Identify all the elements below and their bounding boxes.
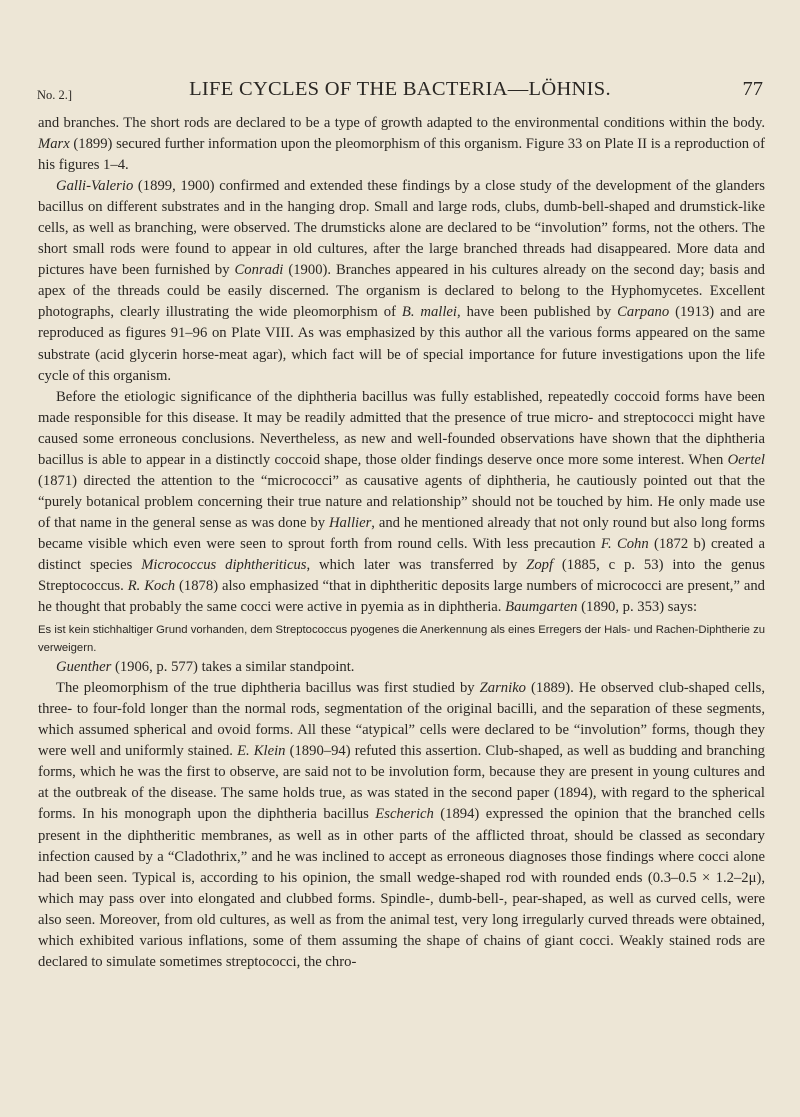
- text-run: The pleomorphism of the true diphtheria bacillus was first studied by: [56, 680, 480, 697]
- text-run: (1872 b) created a distinct species: [38, 535, 765, 573]
- italic-name: E. Klein: [237, 743, 286, 760]
- paragraph: [38, 176, 765, 386]
- italic-name: Marx: [38, 136, 70, 153]
- italic-name: Carpano: [617, 304, 670, 321]
- text-run: and branches. The short rods are declared to be a type of growth adapted to the environmental conditions within the body.: [38, 115, 765, 131]
- italic-name: Guenther: [56, 659, 112, 676]
- block-quote: [38, 621, 765, 657]
- text-run: (1889). He observed club-shaped cells, three- to four-fold longer than the normal rods, segmentation of the original bacilli, and the separation of these segments, which assumed spherical and ovoid forms. All these “atypical” cells were declared to be “involution” forms, though they were well and uniformly stained.: [38, 680, 765, 760]
- text-run: , which later was transferred by: [306, 556, 527, 573]
- paragraph: [38, 387, 765, 619]
- italic-name: Micrococcus diphtheriticus: [141, 556, 307, 573]
- italic-name: Zopf: [526, 556, 554, 573]
- text-run: (1878) also emphasized “that in diphtheritic deposits large numbers of micrococci are present,” and he thought that probably the same cocci were active in pyemia as in diphtheria.: [38, 578, 765, 616]
- paragraph: [38, 657, 765, 678]
- text-run: Before the etiologic significance of the diphtheria bacillus was fully established, repeatedly coccoid forms have been made responsible for this disease. It may be readily admitted that the presence of true micro- and streptococci might have caused some erroneous conclusions. Nevertheless, as new and well-founded observations have shown that the diphtheria bacillus is able to appear in a distinctly coccoid shape, those older findings deserve once more some interest. When: [38, 388, 765, 468]
- text-run: , and he mentioned already that not only round but also long forms became visible which even were seen to sprout forth from round cells. With less precaution: [38, 514, 766, 552]
- paragraph: [38, 113, 765, 176]
- italic-name: F. Cohn: [600, 535, 649, 552]
- text-run: (1913) and are reproduced as figures 91–96 on Plate VIII. As was emphasized by this author all the various forms appeared on the same substrate (acid glycerin horse-meat agar), which fact will be of special importance for future investigations upon the life cycle of this organism.: [38, 304, 765, 384]
- italic-name: Conradi: [234, 262, 284, 279]
- paragraph: [38, 678, 765, 973]
- text-run: (1900). Branches appeared in his cultures already on the second day; basis and apex of the threads could be easily discerned. The organism is declared to belong to the Hyphomycetes. Excellent photographs, clearly illustrating the wide pleomorphism of: [38, 262, 765, 321]
- text-run: (1890–94) refuted this assertion. Club-shaped, as well as budding and branching forms, which he was the first to observe, are said not to be involution form, because they are present in young cultures and at the outbreak of the disease. The same holds true, as was stated in the second paper (1894), with regard to the spherical forms. In his monograph upon the diphtheria bacillus: [38, 743, 766, 823]
- text-run: (1890, p. 353) says:: [577, 599, 698, 616]
- issue-number: No. 2.]: [37, 88, 73, 102]
- italic-name: Oertel: [727, 451, 765, 468]
- italic-name: Escherich: [375, 806, 434, 823]
- text-run: (1885, c p. 53) into the genus Streptococcus.: [38, 556, 765, 595]
- running-title: LIFE CYCLES OF THE BACTERIA—LÖHNIS.: [189, 78, 611, 100]
- body-text: [38, 113, 765, 973]
- text-run: (1899, 1900) confirmed and extended these findings by a close study of the development of the glanders bacillus on different substrates and in the hanging drop. Small and large rods, clubs, dumb-bell-shaped and drumstick-like cells, as well as branching, were observed. The drumsticks alone are declared to be “involution” forms, not the others. The short small rods were found to appear in old cultures, after the large branched threads had disappeared. More data and pictures have been furnished by: [38, 178, 765, 279]
- running-header: [37, 78, 763, 108]
- italic-name: Galli-Valerio: [56, 178, 134, 195]
- italic-name: Baumgarten: [505, 599, 578, 616]
- text-run: , have been published by: [457, 304, 618, 321]
- italic-name: Zarniko: [479, 680, 527, 697]
- text-run: Es ist kein stichhaltiger Grund vorhanden, dem Streptococcus pyogenes die Anerkennung als eines Erregers der Hals- und Rachen-Diphtherie zu verweigern.: [38, 624, 765, 655]
- text-run: (1894) expressed the opinion that the branched cells present in the diphtheritic membranes, as well as in other parts of the afflicted throat, should be classed as secondary infection caused by a “Cladothrix,” and he was inclined to accept as erroneous diagnoses those findings where cocci alone had been seen. Typical is, according to his opinion, the small wedge-shaped rod with rounded ends (0.3–0.5 × 1.2–2μ), which may pass over into elongated and clubbed forms. Spindle-, dumb-bell-, pear-shaped, as well as curved cells, were also seen. Moreover, from old cultures, as well as from the animal test, very long irregularly curved threads were obtained, which exhibited various inflations, some of them assuming the shape of chains of giant cocci. Weakly stained rods are declared to simulate sometimes streptococci, the chro-: [38, 806, 765, 970]
- text-run: (1899) secured further information upon the pleomorphism of this organism. Figure 33 on Plate II is a reproduction of his figures 1–4.: [38, 136, 765, 174]
- page-number: 77: [742, 78, 763, 100]
- text-run: (1871) directed the attention to the “micrococci” as causative agents of diphtheria, he cautiously pointed out that the “purely botanical problem concerning their true nature and relationship” should not be touched by him. He only made use of that name in the general sense as was done by: [38, 472, 765, 531]
- italic-name: R. Koch: [127, 578, 176, 595]
- italic-name: B. mallei: [401, 304, 457, 321]
- italic-name: Hallier: [328, 514, 372, 531]
- text-run: (1906, p. 577) takes a similar standpoint.: [111, 659, 355, 676]
